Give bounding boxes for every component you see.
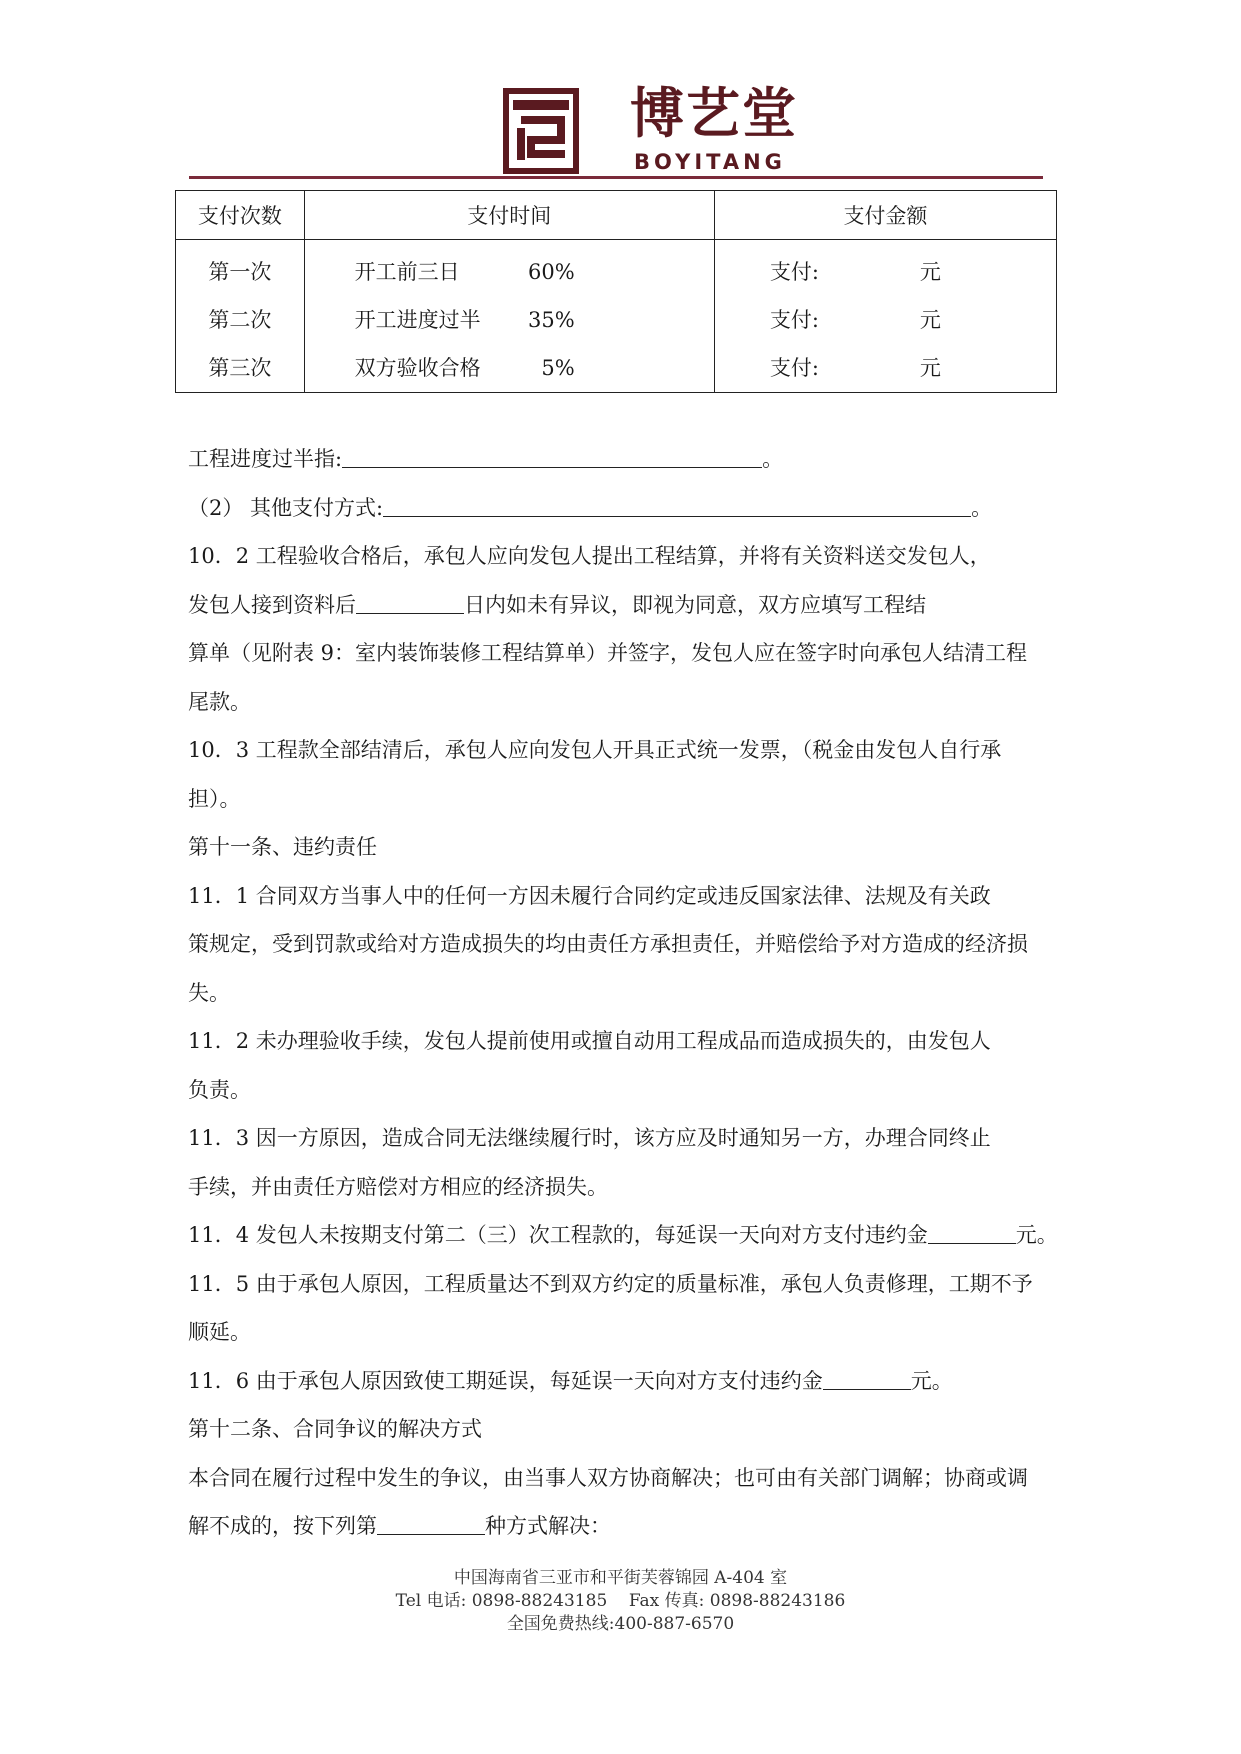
clause-11-5-line-1: 11．5 由于承包人原因，工程质量达不到双方约定的质量标准，承包人负责修理，工期不予	[188, 1271, 1033, 1296]
header-payment-time: 支付时间	[304, 191, 714, 240]
payment-count: 第二次	[208, 308, 272, 332]
penalty-amount-blank[interactable]	[928, 1221, 1016, 1244]
payment-count-column	[176, 240, 305, 393]
payment-schedule-table	[175, 190, 1057, 393]
clause-10-2-line-2	[188, 581, 1058, 630]
payment-label: 支付:	[769, 260, 819, 284]
brand-name-en: BOYITANG	[634, 150, 786, 174]
clause-text: 日内如未有异议，即视为同意，双方应填写工程结	[464, 592, 926, 617]
other-payment-label: （2） 其他支付方式:	[188, 495, 384, 520]
period: 。	[971, 495, 993, 520]
progress-half-label: 工程进度过半指:	[188, 447, 343, 471]
clause-text: 种方式解决：	[485, 1514, 611, 1538]
progress-half-blank[interactable]	[342, 445, 762, 468]
clause-10-2-line-3: 算单（见附表 9：室内装饰装修工程结算单）并签字，发包人应在签字时向承包人结清工程	[188, 641, 1028, 665]
clause-text: 11．4 发包人未按期支付第二（三）次工程款的，每延误一天向对方支付违约金	[188, 1223, 928, 1247]
currency-unit: 元	[919, 308, 941, 332]
page-header	[0, 84, 1241, 184]
company-address: 中国海南省三亚市和平街芙蓉锦园 A-404 室	[453, 1568, 788, 1588]
payment-count: 第一次	[208, 260, 272, 284]
payment-label: 支付:	[769, 356, 819, 380]
clause-11-6-line	[188, 1357, 1058, 1406]
clause-12-line-1: 本合同在履行过程中发生的争议，由当事人双方协商解决；也可由有关部门调解；协商或调	[188, 1465, 1028, 1490]
boyitang-logo-icon	[503, 88, 579, 174]
payment-label: 支付:	[769, 308, 819, 332]
other-payment-line	[188, 484, 1058, 533]
payment-time: 开工前三日	[354, 260, 460, 284]
article-12-title: 第十二条、合同争议的解决方式	[188, 1417, 482, 1441]
clause-text: 元。	[910, 1368, 953, 1393]
clause-11-1-line-2: 策规定，受到罚款或给对方造成损失的均由责任方承担责任，并赔偿给予对方造成的经济损	[188, 932, 1028, 956]
clause-11-3-line-2: 手续，并由责任方赔偿对方相应的经济损失。	[188, 1174, 608, 1199]
page-footer	[0, 1567, 1241, 1636]
clause-10-2-line-4: 尾款。	[188, 689, 251, 714]
settlement-days-blank[interactable]	[356, 591, 464, 614]
payment-time: 双方验收合格	[354, 356, 481, 380]
clause-text: 解不成的，按下列第	[188, 1514, 377, 1538]
clause-text: 元。	[1015, 1223, 1058, 1247]
clause-text: 发包人接到资料后	[188, 592, 356, 617]
currency-unit: 元	[919, 260, 941, 284]
dispute-method-blank[interactable]	[377, 1512, 485, 1535]
currency-unit: 元	[919, 356, 941, 380]
article-11-title: 第十一条、违约责任	[188, 835, 377, 859]
clause-11-4-line	[188, 1211, 1058, 1260]
header-divider	[189, 176, 1043, 179]
other-payment-blank[interactable]	[383, 494, 971, 517]
clause-11-5-line-2: 顺延。	[188, 1320, 251, 1344]
header-payment-count: 支付次数	[176, 191, 305, 240]
contract-body	[188, 435, 1058, 1551]
table-header-row	[176, 191, 1057, 240]
payment-count: 第三次	[208, 356, 272, 380]
table-row	[176, 240, 1057, 393]
payment-time: 开工进度过半	[354, 308, 481, 332]
progress-half-line	[188, 435, 1058, 484]
clause-10-3-line-2: 担）。	[188, 786, 241, 811]
company-hotline: 全国免费热线:400-887-6570	[506, 1614, 735, 1634]
payment-percent: 35%	[527, 308, 575, 332]
clause-11-2-line-2: 负责。	[188, 1077, 251, 1102]
brand-name-cn: 博艺堂	[630, 82, 798, 145]
clause-10-2-line-1: 10．2 工程验收合格后，承包人应向发包人提出工程结算，并将有关资料送交发包人，	[188, 544, 991, 568]
payment-time-column	[304, 240, 714, 393]
company-phones: Tel 电话: 0898-88243185 Fax 传真: 0898-88243186	[395, 1591, 846, 1611]
period: 。	[762, 447, 784, 471]
payment-percent: 5%	[541, 356, 575, 380]
clause-11-2-line-1: 11．2 未办理验收手续，发包人提前使用或擅自动用工程成品而造成损失的，由发包人	[188, 1029, 991, 1053]
delay-penalty-blank[interactable]	[823, 1367, 911, 1390]
clause-text: 11．6 由于承包人原因致使工期延误，每延误一天向对方支付违约金	[188, 1368, 823, 1393]
clause-11-3-line-1: 11．3 因一方原因，造成合同无法继续履行时，该方应及时通知另一方，办理合同终止	[188, 1126, 991, 1150]
clause-10-3-line-1: 10．3 工程款全部结清后，承包人应向发包人开具正式统一发票，（税金由发包人自行承	[188, 738, 1002, 762]
header-payment-amount: 支付金额	[714, 191, 1056, 240]
clause-12-line-2	[188, 1502, 1058, 1551]
clause-11-1-line-3: 失。	[188, 980, 230, 1005]
payment-amount-column	[714, 240, 1056, 393]
payment-percent: 60%	[527, 260, 575, 284]
clause-11-1-line-1: 11．1 合同双方当事人中的任何一方因未履行合同约定或违反国家法律、法规及有关政	[188, 883, 991, 908]
